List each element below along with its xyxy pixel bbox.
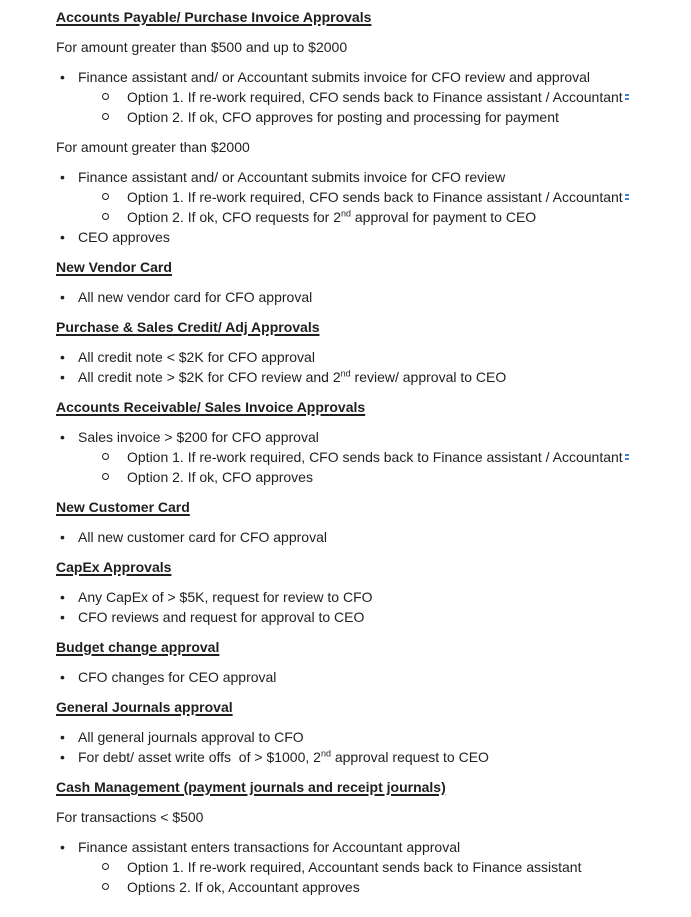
bullet-item [56, 67, 643, 87]
run-text: All credit note < $2K for CFO approval [78, 349, 315, 365]
bullet-icon [60, 367, 78, 387]
list-item-text [78, 287, 643, 307]
bullet-item [56, 747, 643, 767]
bullet-item [56, 587, 643, 607]
section-heading-text: CapEx Approvals [56, 559, 172, 575]
list-item-text [78, 587, 643, 607]
run-text: Options 2. If ok, Accountant approves [127, 879, 360, 895]
list-item-text [127, 467, 643, 487]
paragraph [56, 807, 643, 827]
superscript-text: nd [340, 208, 351, 219]
run-text: All new vendor card for CFO approval [78, 289, 313, 305]
bullet-icon [60, 747, 78, 767]
bullet-dot: • [60, 729, 65, 745]
section-heading [56, 557, 643, 577]
run-text: Option 1. If re-work required, CFO sends back to Finance assistant / Accountant [127, 89, 623, 105]
circle-bullet-glyph [102, 883, 109, 890]
list-item-text [78, 347, 643, 367]
list-item-text [78, 747, 643, 767]
list-item-text [127, 207, 643, 227]
bullet-dot: • [60, 369, 65, 385]
sub-bullet-item [56, 447, 643, 467]
circle-bullet-glyph [102, 473, 109, 480]
section-heading [56, 397, 643, 417]
section-heading [56, 257, 643, 277]
bullet-icon [60, 427, 78, 447]
circle-bullet-icon [102, 107, 127, 127]
section-heading-text: Accounts Payable/ Purchase Invoice Approvals [56, 9, 372, 25]
circle-bullet-glyph [102, 213, 109, 220]
bullet-dot: • [60, 349, 65, 365]
circle-bullet-icon [102, 207, 127, 227]
bullet-icon [60, 837, 78, 857]
circle-bullet-icon [102, 87, 127, 107]
bullet-icon [60, 607, 78, 627]
run-text: Any CapEx of > $5K, request for review to CFO [78, 589, 373, 605]
bullet-item [56, 227, 643, 247]
sub-bullet-item [56, 877, 643, 897]
bullet-dot: • [60, 69, 65, 85]
grammar-check-mark [625, 453, 629, 462]
sub-bullet-item [56, 87, 643, 107]
sub-bullet-item [56, 857, 643, 877]
bullet-dot: • [60, 429, 65, 445]
paragraph-text: For amount greater than $500 and up to $2000 [56, 39, 348, 55]
bullet-icon [60, 727, 78, 747]
superscript-text: nd [340, 368, 351, 379]
list-item-text [78, 367, 643, 387]
circle-bullet-glyph [102, 93, 109, 100]
paragraph-text: For amount greater than $2000 [56, 139, 250, 155]
circle-bullet-icon [102, 467, 127, 487]
bullet-item [56, 527, 643, 547]
circle-bullet-icon [102, 447, 127, 467]
bullet-list [56, 427, 643, 487]
bullet-item [56, 367, 643, 387]
bullet-icon [60, 347, 78, 367]
bullet-dot: • [60, 749, 65, 765]
bullet-list [56, 587, 643, 627]
bullet-dot: • [60, 169, 65, 185]
bullet-dot: • [60, 229, 65, 245]
list-item-text [78, 607, 643, 627]
list-item-text [78, 727, 643, 747]
run-text: CFO reviews and request for approval to CEO [78, 609, 365, 625]
circle-bullet-icon [102, 187, 127, 207]
list-item-text [78, 227, 643, 247]
sub-bullet-item [56, 467, 643, 487]
run-text: Option 1. If re-work required, Accountant sends back to Finance assistant [127, 859, 582, 875]
sub-bullet-item [56, 107, 643, 127]
sub-bullet-item [56, 207, 643, 227]
bullet-list [56, 837, 643, 897]
bullet-icon [60, 67, 78, 87]
bullet-list [56, 67, 643, 127]
bullet-icon [60, 587, 78, 607]
bullet-dot: • [60, 669, 65, 685]
bullet-list [56, 287, 643, 307]
section-heading-text: Cash Management (payment journals and receipt journals) [56, 779, 446, 795]
circle-bullet-icon [102, 857, 127, 877]
run-text: approval for payment to CEO [351, 209, 537, 225]
run-text: All credit note > $2K for CFO review and 2 [78, 369, 341, 385]
run-text: All new customer card for CFO approval [78, 529, 327, 545]
bullet-item [56, 727, 643, 747]
run-text: All general journals approval to CFO [78, 729, 304, 745]
bullet-dot: • [60, 289, 65, 305]
circle-bullet-icon [102, 877, 127, 897]
circle-bullet-glyph [102, 113, 109, 120]
run-text: Option 1. If re-work required, CFO sends back to Finance assistant / Accountant [127, 449, 623, 465]
section-heading-text: Accounts Receivable/ Sales Invoice Approvals [56, 399, 366, 415]
bullet-dot: • [60, 589, 65, 605]
circle-bullet-glyph [102, 193, 109, 200]
bullet-item [56, 427, 643, 447]
run-text: Finance assistant and/ or Accountant submits invoice for CFO review and approval [78, 69, 591, 85]
list-item-text [78, 527, 643, 547]
run-text: Option 2. If ok, CFO approves [127, 469, 313, 485]
section-heading-text: New Vendor Card [56, 259, 172, 275]
circle-bullet-glyph [102, 453, 109, 460]
list-item-text [78, 167, 643, 187]
list-item-text [78, 837, 643, 857]
list-item-text [127, 187, 643, 207]
paragraph [56, 137, 643, 157]
bullet-list [56, 527, 643, 547]
section-heading-text: Budget change approval [56, 639, 220, 655]
section-heading-text: New Customer Card [56, 499, 190, 515]
run-text: CFO changes for CEO approval [78, 669, 277, 685]
list-item-text [127, 87, 643, 107]
section-heading-text: General Journals approval [56, 699, 233, 715]
bullet-icon [60, 227, 78, 247]
grammar-check-mark [625, 193, 629, 202]
bullet-item [56, 167, 643, 187]
run-text: Finance assistant and/ or Accountant submits invoice for CFO review [78, 169, 506, 185]
section-heading [56, 497, 643, 517]
run-text: Option 2. If ok, CFO requests for 2 [127, 209, 341, 225]
run-text: Sales invoice > $200 for CFO approval [78, 429, 319, 445]
grammar-check-mark [625, 93, 629, 102]
bullet-icon [60, 527, 78, 547]
paragraph [56, 37, 643, 57]
run-text: Finance assistant enters transactions for Accountant approval [78, 839, 461, 855]
run-text: For debt/ asset write offs of > $1000, 2 [78, 749, 321, 765]
bullet-list [56, 167, 643, 247]
run-text: Option 2. If ok, CFO approves for posting and processing for payment [127, 109, 559, 125]
bullet-list [56, 727, 643, 767]
section-heading-text: Purchase & Sales Credit/ Adj Approvals [56, 319, 320, 335]
list-item-text [127, 447, 643, 467]
list-item-text [127, 857, 643, 877]
section-heading [56, 697, 643, 717]
section-heading [56, 637, 643, 657]
bullet-item [56, 287, 643, 307]
bullet-dot: • [60, 529, 65, 545]
section-heading [56, 777, 643, 797]
list-item-text [127, 877, 643, 897]
bullet-dot: • [60, 839, 65, 855]
run-text: Option 1. If re-work required, CFO sends back to Finance assistant / Accountant [127, 189, 623, 205]
bullet-item [56, 607, 643, 627]
superscript-text: nd [320, 748, 331, 759]
list-item-text [78, 427, 643, 447]
list-item-text [78, 667, 643, 687]
bullet-item [56, 837, 643, 857]
bullet-list [56, 667, 643, 687]
run-text: approval request to CEO [330, 749, 489, 765]
list-item-text [78, 67, 643, 87]
section-heading [56, 317, 643, 337]
bullet-item [56, 667, 643, 687]
bullet-list [56, 347, 643, 387]
paragraph-text: For transactions < $500 [56, 809, 204, 825]
sub-bullet-item [56, 187, 643, 207]
bullet-item [56, 347, 643, 367]
bullet-dot: • [60, 609, 65, 625]
run-text: CEO approves [78, 229, 170, 245]
bullet-icon [60, 167, 78, 187]
circle-bullet-glyph [102, 863, 109, 870]
bullet-icon [60, 287, 78, 307]
list-item-text [127, 107, 643, 127]
bullet-icon [60, 667, 78, 687]
section-heading [56, 7, 643, 27]
run-text: review/ approval to CEO [350, 369, 507, 385]
